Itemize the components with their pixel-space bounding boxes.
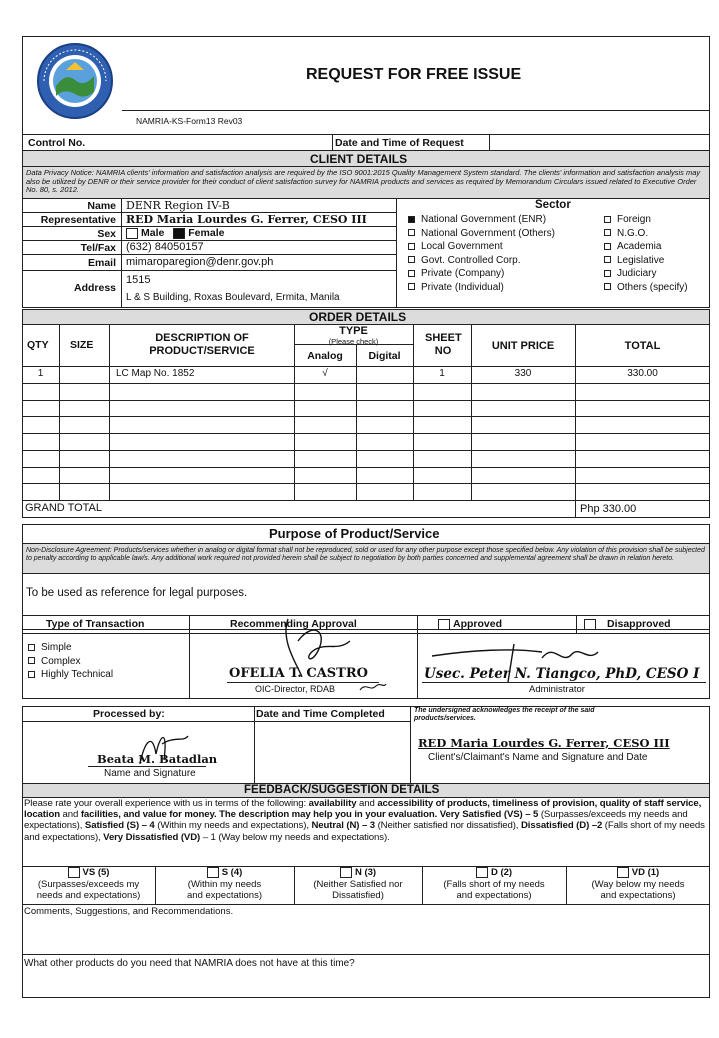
checkbox-icon[interactable] <box>68 867 80 878</box>
grand-total-value: Php 330.00 <box>580 503 637 515</box>
purpose-title: Purpose of Product/Service <box>269 526 440 541</box>
disapproved-option[interactable] <box>584 618 671 630</box>
representative-label: Representative <box>40 214 116 226</box>
sector-label: Judiciary <box>617 268 657 279</box>
ratings-bottom-line <box>22 904 710 905</box>
rating-desc: needs and expectations) <box>36 890 141 902</box>
approved-checkbox[interactable] <box>438 619 450 630</box>
instr-bold: availability <box>308 798 357 809</box>
disapproved-checkbox[interactable] <box>584 619 596 630</box>
col-type: TYPE <box>339 325 368 337</box>
transaction-option[interactable] <box>28 641 113 655</box>
checkbox-icon <box>604 216 611 223</box>
sector-option[interactable] <box>604 227 688 241</box>
checkbox-icon <box>408 256 415 263</box>
recommending-name: OFELIA T. CASTRO <box>229 666 368 681</box>
email-label: Email <box>87 257 116 269</box>
male-label: Male <box>141 227 165 239</box>
recommending-position: OIC-Director, RDAB <box>255 684 336 694</box>
feedback-instructions <box>24 798 708 843</box>
checkbox-icon <box>28 644 35 651</box>
sector-option[interactable] <box>408 254 555 268</box>
processed-divider <box>410 706 411 784</box>
row-line-4 <box>22 254 396 255</box>
sector-right-list <box>604 213 688 294</box>
checkbox-icon <box>408 270 415 277</box>
order-row-line <box>22 450 710 451</box>
table-row <box>22 367 710 383</box>
sector-label: National Government (ENR) <box>421 214 547 225</box>
checkbox-icon <box>408 283 415 290</box>
comments-bottom-line <box>22 954 710 955</box>
sector-option[interactable] <box>408 227 555 241</box>
transaction-option[interactable] <box>28 655 113 669</box>
cell-total: 330.00 <box>627 368 658 379</box>
namria-logo <box>36 42 114 120</box>
approved-option[interactable] <box>438 618 502 630</box>
processed-divider <box>254 706 255 784</box>
comments-field[interactable] <box>22 918 710 954</box>
instr-text: – 1 (Way below my needs and expectations). <box>200 831 390 843</box>
instr-text: (Neither satisfied nor dissatisfied), <box>375 820 521 832</box>
rating-code: N (3) <box>354 867 377 879</box>
sector-label: N.G.O. <box>617 227 649 239</box>
sector-title: Sector <box>535 199 571 211</box>
processor-caption: Name and Signature <box>104 768 196 779</box>
administrator-name: Usec. Peter N. Tiangco, PhD, CESO I <box>424 666 700 682</box>
col-desc: DESCRIPTION OF PRODUCT/SERVICE <box>149 332 255 357</box>
row-line-3 <box>22 240 396 241</box>
order-row-line <box>22 433 710 434</box>
rating-s[interactable] <box>155 867 294 902</box>
sector-label: Academia <box>617 241 662 252</box>
col-analog: Analog <box>307 350 343 362</box>
checkbox-icon <box>604 243 611 250</box>
representative-value[interactable]: RED Maria Lourdes G. Ferrer, CESO III <box>126 213 367 226</box>
approval-divider <box>417 615 418 699</box>
instr-text: (Surpasses/exceeds my needs and expectations), <box>24 809 688 832</box>
rating-desc: (Neither Satisfied nor <box>313 878 403 890</box>
col-line <box>575 324 576 518</box>
instr-bold: Neutral (N) – 3 <box>311 820 376 832</box>
initial-mark <box>358 680 388 694</box>
female-label: Female <box>188 227 225 239</box>
rating-desc: (Surpasses/exceeds my <box>37 878 140 890</box>
instr-text: and <box>356 798 378 809</box>
rating-desc: and expectations) <box>600 890 676 902</box>
sector-option[interactable] <box>604 281 688 295</box>
checkbox-icon <box>604 256 611 263</box>
tel-label: Tel/Fax <box>80 242 116 254</box>
privacy-notice: Data Privacy Notice: NAMRIA clients' information and satisfaction analysis are required by the ISO 9001:2015 Quality Management System standard. The clients' information and satisfaction analysis may also be utilized by DENR or their service provider for their conduct of client satisfaction survey for NAMRIA products and services as required by Memorandum Circulars issued related to Executive Order No. 80, s. 2012. <box>26 168 701 194</box>
sex-label: Sex <box>97 228 116 240</box>
col-size: SIZE <box>70 339 94 351</box>
tel-value[interactable]: (632) 84050157 <box>126 241 204 253</box>
instr-bold: Very Dissatisfied (VD) <box>103 831 201 843</box>
sector-label: Private (Company) <box>421 268 505 279</box>
rating-code: VS (5) <box>82 867 110 879</box>
feedback-title: FEEDBACK/SUGGESTION DETAILS <box>244 784 440 796</box>
sector-option[interactable] <box>408 281 555 295</box>
order-row-line <box>22 383 710 384</box>
rating-n[interactable] <box>294 867 422 902</box>
address-line2[interactable]: L & S Building, Roxas Boulevard, Ermita, Manila <box>126 292 340 303</box>
col-line <box>109 324 110 500</box>
sector-label: Govt. Controlled Corp. <box>421 254 521 266</box>
control-divider-2 <box>489 134 490 151</box>
cell-analog-check: √ <box>322 368 328 379</box>
rating-code: S (4) <box>221 867 243 879</box>
instr-text: (Falls short of my needs and expectations), <box>24 820 705 843</box>
form-title: REQUEST FOR FREE ISSUE <box>306 66 522 83</box>
processed-header-line <box>22 721 410 722</box>
instr-text: and <box>59 809 81 821</box>
administrator-position: Administrator <box>529 684 585 695</box>
instr-bold: facilities, and value for money. The description may help you in your evaluation. Very Satisfied (VS) – 5 <box>80 809 539 821</box>
col-line <box>413 324 414 500</box>
transaction-option[interactable] <box>28 668 113 682</box>
recommending-approval-title: Recommending Approval <box>230 618 357 630</box>
cell-price: 330 <box>514 368 532 379</box>
checkbox-icon <box>408 216 415 223</box>
client-sector-divider <box>396 198 397 308</box>
rating-code: D (2) <box>490 867 513 879</box>
form-code: NAMRIA-KS-Form13 Rev03 <box>136 116 243 126</box>
type-of-transaction-title: Type of Transaction <box>46 618 145 630</box>
disapproved-label: Disapproved <box>607 618 671 630</box>
transaction-label: Highly Technical <box>41 669 114 680</box>
checkbox-icon <box>28 657 35 664</box>
instr-bold: Dissatisfied (D) –2 <box>520 820 603 832</box>
header-divider <box>122 110 710 111</box>
client-label-divider <box>121 198 122 308</box>
checkbox-icon <box>604 270 611 277</box>
row-line-5 <box>22 270 396 271</box>
date-of-request-label: Date and Time of Request <box>335 137 464 149</box>
email-value[interactable]: mimaroparegion@denr.gov.ph <box>126 256 274 268</box>
approval-divider <box>189 615 190 699</box>
col-type-note: (Please check) <box>328 337 379 346</box>
instr-bold: Satisfied (S) – 4 <box>84 820 155 832</box>
sector-option[interactable] <box>604 254 688 268</box>
nda-text: Non-Disclosure Agreement: Products/services whether in analog or digital format shall not be reproduced, sold or used for any other purpose except those specified below. Any violation of this provision shall be subjected to penalty according to applicable law/s. Any additional work required not provided herein shall be subject to negotiation by both parties concerned and supplemental agreement shall be drawn in relation hereto. <box>26 547 705 562</box>
instr-text: (Within my needs and expectations), <box>154 820 312 832</box>
transaction-label: Complex <box>41 655 81 667</box>
form-page <box>22 36 710 1036</box>
rating-desc: and expectations) <box>187 890 262 902</box>
col-sheet: SHEET NO <box>425 332 462 357</box>
control-divider <box>332 134 333 151</box>
order-row-line <box>22 467 710 468</box>
col-qty: QTY <box>27 339 49 351</box>
sector-option[interactable] <box>604 213 688 227</box>
other-products-field[interactable] <box>22 970 710 996</box>
sector-option[interactable] <box>604 267 688 281</box>
approved-label: Approved <box>453 618 503 630</box>
sector-label: Local Government <box>421 241 503 252</box>
cell-qty: 1 <box>37 368 44 379</box>
sector-label: National Government (Others) <box>421 227 555 239</box>
col-price: UNIT PRICE <box>491 340 555 352</box>
sector-label: Others (specify) <box>617 281 688 293</box>
checkbox-icon <box>408 229 415 236</box>
rating-vd[interactable] <box>566 867 710 902</box>
rating-desc: (Falls short of my needs <box>443 878 545 890</box>
rating-desc: and expectations) <box>456 890 532 902</box>
order-row-line <box>22 416 710 417</box>
checkbox-icon <box>408 243 415 250</box>
col-line <box>59 324 60 500</box>
other-products-label: What other products do you need that NAMRIA does not have at this time? <box>24 958 355 969</box>
checkbox-icon <box>604 283 611 290</box>
checkbox-icon[interactable] <box>340 867 352 878</box>
order-row-line <box>22 400 710 401</box>
sector-option[interactable] <box>408 267 555 281</box>
grand-total-line <box>22 500 710 501</box>
processed-by-title: Processed by: <box>93 708 165 720</box>
client-details-title: CLIENT DETAILS <box>310 152 408 166</box>
cell-desc: LC Map No. 1852 <box>116 368 195 379</box>
acknowledgement-text: The undersigned acknowledges the receipt of the said products/services. <box>414 707 595 722</box>
name-label: Name <box>87 200 116 212</box>
purpose-value[interactable]: To be used as reference for legal purposes. <box>26 587 248 599</box>
cell-sheet: 1 <box>439 368 445 379</box>
checkbox-icon <box>604 229 611 236</box>
transaction-label: Simple <box>41 642 72 653</box>
checkbox-icon <box>28 671 35 678</box>
sector-label: Private (Individual) <box>421 281 504 293</box>
rating-desc: (Way below my needs <box>591 878 685 890</box>
control-no-label: Control No. <box>28 137 86 149</box>
sector-option[interactable] <box>604 240 688 254</box>
sector-left-list <box>408 213 555 294</box>
female-checkbox[interactable] <box>173 228 185 239</box>
header-box <box>22 36 710 135</box>
approval-divider <box>576 615 577 633</box>
rating-code: VD (1) <box>631 867 660 879</box>
rating-d[interactable] <box>422 867 566 902</box>
claimant-name: RED Maria Lourdes G. Ferrer, CESO III <box>418 736 670 750</box>
date-completed-title: Date and Time Completed <box>256 708 385 720</box>
rec-signature-line <box>227 682 379 683</box>
checkbox-icon[interactable] <box>207 867 219 878</box>
sex-options <box>126 227 224 239</box>
order-details-title: ORDER DETAILS <box>309 310 407 324</box>
rating-desc: (Within my needs <box>187 878 262 890</box>
name-value[interactable]: DENR Region IV-B <box>126 199 230 212</box>
checkbox-icon[interactable] <box>617 867 629 878</box>
grand-total-label: GRAND TOTAL <box>25 502 103 514</box>
col-digital: Digital <box>368 350 401 362</box>
comments-label: Comments, Suggestions, and Recommendations. <box>24 906 234 917</box>
sector-option[interactable] <box>408 213 555 227</box>
sector-option[interactable] <box>408 240 555 254</box>
sector-label: Legislative <box>617 254 665 266</box>
rating-vs[interactable] <box>22 867 155 902</box>
address-label: Address <box>73 282 116 294</box>
claimant-caption: Client's/Claimant's Name and Signature and Date <box>428 752 648 763</box>
male-checkbox[interactable] <box>126 228 138 239</box>
processor-name: Beata M. Batadlan <box>97 752 218 766</box>
instr-bold: accessibility of products, timeliness of provision, quality of staff service, location <box>24 798 702 821</box>
order-row-line <box>22 483 710 484</box>
rating-desc: Dissatisfied) <box>332 890 384 902</box>
instr-text: Please rate your overall experience with us in terms of the following: <box>24 798 309 809</box>
processor-signature-line <box>88 766 206 767</box>
col-total: TOTAL <box>624 340 661 352</box>
address-line1[interactable]: 1515 <box>126 274 151 286</box>
transaction-type-list <box>28 641 113 682</box>
sector-label: Foreign <box>617 214 651 225</box>
admin-signature-line <box>422 682 706 683</box>
checkbox-icon[interactable] <box>476 867 488 878</box>
